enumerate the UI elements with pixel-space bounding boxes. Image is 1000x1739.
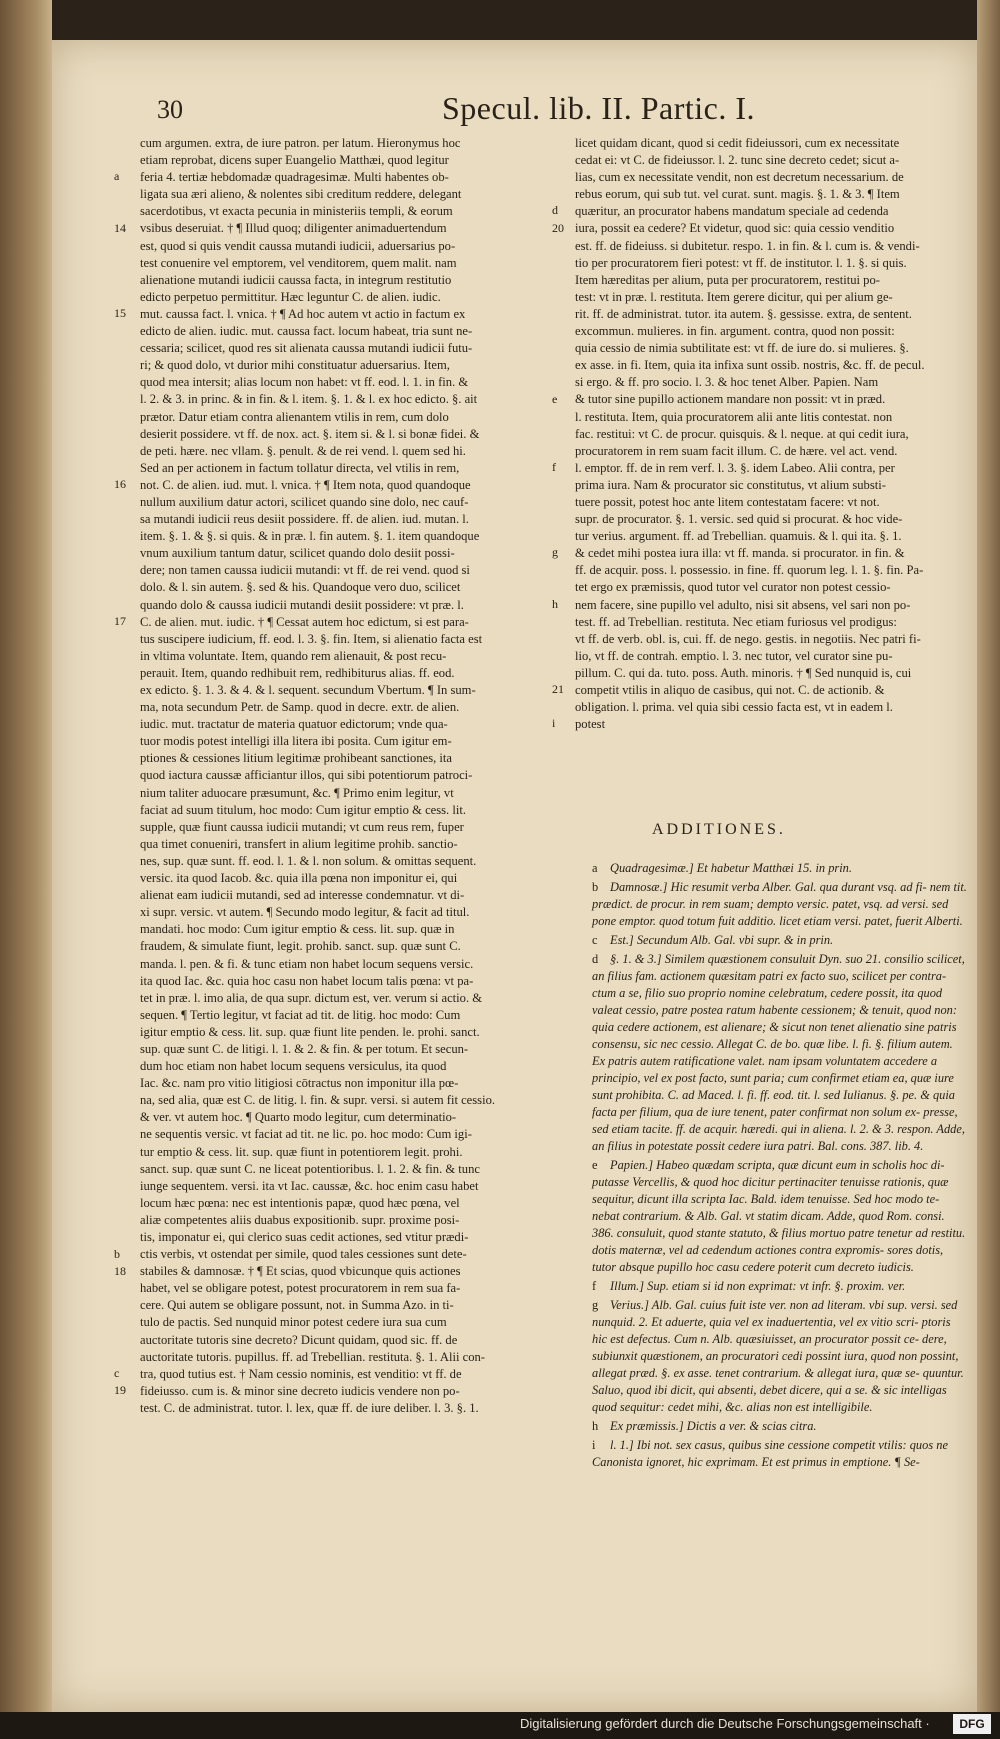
- addition-text: §. 1. & 3.] Similem quæstionem consuluit Dyn. suo 21. consilio scilicet, an filius fam. actionem quæsitam patri ex facto suo, scilicet per contra- ctum a se, filio suo proprio nomine celebratum, cedere possit, ita quod valeat cessio, patre postea ratum habente cessionem; & tenuit, quod non: quia cedere actionem, est alienare; & sicut non tenet alienatio sine patris consensu, sic nec cessio. Allegat C. de bo. quæ libe. l. fi. §. filium autem. Ex patris autem ratificatione valet. nam ipsam voluntatem accedere a principio, vel ex post facto, sunt paria; cum confirmet etiam ea, quæ iure sunt prohibita. C. ad Maced. l. fi. ff. eod. tit. l. sed Iulianus. §. pe. & quia facta per filium, qua de iure tenent, pater confirmat non solum ex- presse, sed etiam tacite. ff. de acquir. hæredi. qui in aliena. l. 2. & 3. respon. Adde, an filius in potestate possit cedere iura patri. Bal. cons. 387. lib. 4.: [592, 952, 965, 1153]
- text-line: nium taliter aduocare præsumunt, &c. ¶ Primo enim legitur, vt: [140, 785, 454, 800]
- text-line: sanct. sup. quæ sunt C. ne liceat potentioribus. l. 1. 2. & fin. & tunc: [140, 1161, 480, 1176]
- addition-text: l. 1.] Ibi not. sex casus, quibus sine cessione competit vtilis: quos ne Canonista ignoret, hic exprimam. Et est primus in emptione. ¶ Se-: [592, 1438, 948, 1469]
- addition-item: [592, 1418, 967, 1435]
- text-line: Iac. &c. nam pro vitio litigiosi cōtractus non imponitur illa pœ-: [140, 1076, 459, 1091]
- footer-text: Digitalisierung gefördert durch die Deutsche Forschungsgemeinschaft ·: [520, 1716, 930, 1731]
- text-line: sa mutandi iudicii reus desiit possidere. ff. de alien. iud. mutan. l.: [140, 512, 469, 527]
- addition-label: g: [592, 1298, 599, 1312]
- text-line: est. ff. de fideiuss. si dubitetur. respo. 1. in fin. & l. cum is. & vendi-: [575, 238, 920, 253]
- text-line: tuor modis potest intelligi illa litera ibi posita. Cum igitur em-: [140, 734, 452, 749]
- margin-note: i: [552, 716, 556, 731]
- text-line: xi supr. versic. vt autem. ¶ Secundo modo legitur, & facit ad titul.: [140, 905, 470, 920]
- text-line: tuere possit, potest hoc ante litem contestatam facere: vt not.: [575, 494, 880, 509]
- text-line: & tutor sine pupillo actionem mandare non possit: vt in præd.: [575, 392, 886, 407]
- addition-text: Est.] Secundum Alb. Gal. vbi supr. & in prin.: [610, 933, 834, 947]
- text-line: l. restituta. Item, quia procuratorem alii ante litis contestat. non: [575, 409, 893, 424]
- text-line: dolo. & l. sin autem. §. sed & his. Quandoque vero duo, scilicet: [140, 580, 461, 595]
- text-line: lias, cum ex necessitate vendit, non est decretum necessarium. de: [575, 170, 904, 185]
- text-line: quia cessio de nimia subtilitate est: vt ff. de iure do. si mulieres. §.: [575, 341, 909, 356]
- text-line: est, quod si quis vendit caussa mutandi iudicii, aduersarius po-: [140, 238, 456, 253]
- addition-text: Verius.] Alb. Gal. cuius fuit iste ver. non ad literam. vbi sup. versi. sed nunquid. 2. Et aduerte, quia vel ex inaduertentia, vel ex vitio scri- ptoris hic est defectus. Cum n. Alb. quæsiuisset, an procurator possit ce- dere, subiunxit quæstionem, an procuratori cedi possint iura, quod non possint, allegat præd. §. ex asse. tenet contrarium. & allegat iura, quæ se- quuntur. Saluo, quod ibi dicit, qui absenti, debet dicere, qui a se. & sic intelligas quod sequitur: cedet mihi, &c. alias non est intelligibile.: [592, 1298, 964, 1414]
- text-line: tra, quod tutius est. † Nam cessio nominis, est venditio: vt ff. de: [140, 1366, 462, 1381]
- addition-item: [592, 951, 967, 1155]
- text-line: alienatione mutandi iudicii caussa facta, in integrum restitutio: [140, 272, 452, 287]
- addition-item: [592, 932, 967, 949]
- text-line: sequen. ¶ Tertio legitur, vt faciat ad tit. de litig. hoc modo: Cum: [140, 1007, 461, 1022]
- text-line: vsibus deseruiat. † ¶ Illud quoq; diligenter animaduertendum: [140, 221, 447, 236]
- text-line: vnum auxilium tantum datur, scilicet quando dolo desiit possi-: [140, 546, 455, 561]
- text-line: l. emptor. ff. de in rem verf. l. 3. §. idem Labeo. Alii contra, per: [575, 460, 895, 475]
- text-line: ex edicto. §. 1. 3. & 4. & l. sequent. secundum Vbertum. ¶ In sum-: [140, 683, 476, 697]
- margin-note: 21: [552, 682, 564, 697]
- text-line: tur verius. argument. ff. ad Trebellian. quamuis. & l. qui ita. §. 1.: [575, 529, 902, 544]
- addition-label: h: [592, 1419, 599, 1433]
- text-line: not. C. de alien. iud. mut. l. vnica. † ¶ Item nota, quod quandoque: [140, 477, 471, 492]
- text-line: excommun. mulieres. in fin. argument. contra, quod non possit:: [575, 324, 895, 339]
- text-line: cere. Qui autem se obligare possunt, not. in Summa Azo. in ti-: [140, 1298, 454, 1313]
- addition-text: Illum.] Sup. etiam si id non exprimat: vt infr. §. proxim. ver.: [610, 1279, 906, 1293]
- margin-note: 19: [114, 1383, 126, 1398]
- addition-item: [592, 879, 967, 930]
- text-line: ptiones & cessiones litium legitimæ prohibeant sanctiones, ita: [140, 751, 452, 766]
- addition-label: f: [592, 1279, 597, 1293]
- margin-note: 16: [114, 477, 126, 491]
- text-line: ita quod Iac. &c. quia hoc casu non habet locum talis pœna: vt pa-: [140, 973, 474, 988]
- text-line: ligata sua æri alieno, & nolentes sibi creditum reddere, delegant: [140, 187, 462, 202]
- text-line: licet quidam dicant, quod si cedit fideiussori, cum ex necessitate: [575, 136, 900, 150]
- addition-label: c: [592, 933, 598, 947]
- text-line: rebus eorum, qui sub tut. vel curat. sunt. magis. §. 1. & 3. ¶ Item: [575, 187, 900, 202]
- text-line: nes, sup. quæ sunt. ff. eod. l. 1. & l. non solum. & omittas sequent.: [140, 853, 477, 868]
- margin-note: 20: [552, 220, 564, 235]
- addition-item: [592, 1297, 967, 1416]
- text-line: ff. de acquir. poss. l. possessio. in fine. ff. quorum leg. l. 1. §. fin. Pa-: [575, 563, 924, 578]
- right-column: [575, 135, 960, 733]
- page-left-edge: [0, 0, 52, 1739]
- text-line: locum hæc pœna: nec est intentionis papæ, quod hæc pœna, vel: [140, 1195, 460, 1210]
- addition-label: a: [592, 861, 598, 875]
- text-line: procuratorem in rem suam facit illum. C. de hære. vel act. vend.: [575, 443, 898, 458]
- text-line: ma, nota secundum Petr. de Samp. quod in decre. extr. de alien.: [140, 700, 460, 715]
- margin-note: h: [552, 596, 558, 611]
- text-line: tus suscipere iudicium, ff. eod. l. 3. §. fin. Item, si alienatio facta est: [140, 631, 483, 646]
- text-line: fraudem, & simulate fiunt, legit. prohib. sanct. sup. quæ sunt C.: [140, 939, 461, 954]
- text-line: quod mea intersit; alias locum non habet: vt ff. eod. l. 1. in fin. &: [140, 375, 469, 390]
- addition-item: [592, 1278, 967, 1295]
- text-line: prætor. Datur etiam contra alienantem vtilis in rem, cum dolo: [140, 409, 449, 424]
- text-line: item. §. 1. & §. si quis. & in præ. l. fin autem. §. 1. item quandoque: [140, 529, 480, 544]
- addition-text: Quadragesimæ.] Et habetur Matthæi 15. in prin.: [610, 861, 852, 875]
- text-line: cedat ei: vt C. de fideiussor. l. 2. tunc sine decreto cedet; sicut a-: [575, 153, 900, 168]
- text-line: na, sed alia, quæ est C. de litig. l. fin. & supr. versi. si autem fit cessio.: [140, 1093, 496, 1108]
- text-line: si ergo. & ff. pro socio. l. 3. & hoc tenet Alber. Papien. Nam: [575, 375, 879, 390]
- text-line: feria 4. tertiæ hebdomadæ quadragesimæ. Multi habentes ob-: [140, 170, 449, 185]
- text-line: ne sequentis versic. vt faciat ad tit. ne lic. po. hoc modo: Cum igi-: [140, 1127, 472, 1142]
- addition-label: b: [592, 880, 599, 894]
- addition-text: Papien.] Habeo quædam scripta, quæ dicunt eum in scholis hoc di- putasse Vercellis, & quod hoc dicitur pertinaciter tenuisse rationis, quæ sequitur, dicunt illa scripta Iac. Bald. idem tenuisse. Sed hoc modo te- nebat contrarium. & Alb. Gal. vt statim dicam. Adde, quod Rom. consi. 386. consuluit, quod stante statuto, & filius mortuo patre tenetur ad restitu. dotis maternæ, vel ad cedendum actiones contra expromis- sores dotis, tutor absque pupillo hoc casu cedere poterit cum decreto iudicis.: [592, 1158, 966, 1274]
- text-line: & ver. vt autem hoc. ¶ Quarto modo legitur, cum determinatio-: [140, 1110, 457, 1125]
- text-line: cum argumen. extra, de iure patron. per latum. Hieronymus hoc: [140, 136, 461, 150]
- margin-note: d: [552, 203, 558, 218]
- margin-note: b: [114, 1246, 120, 1261]
- text-line: tio per procuratorem fieri potest: vt ff. de institutor. l. 1. §. si quis.: [575, 255, 907, 270]
- text-line: mut. caussa fact. l. vnica. † ¶ Ad hoc autem vt actio in factum ex: [140, 306, 466, 321]
- text-line: potest: [575, 717, 606, 732]
- margin-note: f: [552, 459, 556, 474]
- text-line: fac. restitui: vt C. de procur. quisquis. & l. neque. at qui cedit iura,: [575, 426, 909, 441]
- text-line: test: vt in præ. l. restituta. Item gerere dicitur, qui per alium ge-: [575, 289, 893, 304]
- text-line: stabiles & damnosæ. † ¶ Et scias, quod vbicunque quis actiones: [140, 1264, 461, 1279]
- additiones-heading: ADDITIONES.: [652, 821, 786, 838]
- text-line: ctis verbis, vt ostendat per simile, quod tales cessiones sunt dete-: [140, 1247, 467, 1262]
- text-line: Item hæreditas per alium, puta per procuratorem, restitui po-: [575, 272, 880, 287]
- text-line: sacerdotibus, vt exacta pecunia in ministeriis templi, & eorum: [140, 204, 453, 219]
- addition-item: [592, 860, 967, 877]
- text-line: desierit possidere. vt ff. de nox. act. §. item si. & l. si bonæ fidei. &: [140, 426, 480, 441]
- left-column: [140, 135, 550, 1417]
- text-line: dum hoc etiam non habet locum sequens versiculus, ita quod: [140, 1059, 447, 1074]
- text-line: auctoritate tutoris. pupillus. ff. ad Trebellian. restituta. §. 1. Alii con-: [140, 1349, 485, 1364]
- text-line: alienat eam iudicii mutandi, sed ad interesse condemnatur. vt di-: [140, 888, 465, 903]
- text-line: in vltima voluntate. Item, quando rem alienauit, & post recu-: [140, 648, 447, 663]
- page-right-edge: [977, 0, 1000, 1739]
- text-line: test conuenire vel emptorem, vel venditorem, quem malit. nam: [140, 255, 457, 270]
- text-line: nullum auxilium datur actori, scilicet quando sine dolo, nec cauf-: [140, 494, 469, 509]
- addition-item: [592, 1437, 967, 1471]
- text-line: etiam reprobat, dicens super Euangelio Matthæi, quod legitur: [140, 153, 449, 168]
- text-line: tis, imponatur ei, qui clerico suas cedit actiones, sed vtitur prædi-: [140, 1230, 469, 1244]
- addition-label: i: [592, 1438, 596, 1452]
- text-line: obligation. l. prima. vel quia sibi cessio facta est, vt in eadem l.: [575, 700, 893, 715]
- margin-note: 18: [114, 1263, 126, 1278]
- text-line: iunge sequentem. versi. ita vt Iac. caussæ, &c. hoc enim casu habet: [140, 1178, 479, 1193]
- text-line: Sed an per actionem in factum tollatur directa, vel vtilis in rem,: [140, 460, 460, 475]
- margin-note: a: [114, 169, 120, 184]
- text-line: vt ff. de verb. obl. is, cui. ff. de nego. gestis. in negotiis. Nec patri fi-: [575, 631, 921, 646]
- margin-note: 14: [114, 220, 126, 235]
- addition-text: Damnosæ.] Hic resumit verba Alber. Gal. qua durant vsq. ad fi- nem tit. prædict. de procur. in rem suam; dempto versic. patet, vsq. ad versi. sed pone emptor. quod totum fuit additio. licet etiam versi. patet, fuerit Alberti.: [592, 880, 967, 928]
- margin-note: e: [552, 391, 558, 406]
- text-line: cessaria; scilicet, quod res sit alienata caussa mutandi iudicii futu-: [140, 341, 473, 356]
- text-line: l. 2. & 3. in princ. & in fin. & l. item. §. 1. & l. ex hoc edicto. §. ait: [140, 392, 478, 407]
- text-line: auctoritate tutoris sine decreto? Dicunt quidam, quod sic. ff. de: [140, 1332, 458, 1347]
- text-line: faciat ad suum titulum, hoc modo: Cum igitur emptio & cess. lit.: [140, 802, 466, 817]
- text-line: rit. ff. de administrat. tutor. ita autem. §. gessisse. extra, de sentent.: [575, 306, 912, 321]
- text-line: quando dolo & caussa iudicii mutandi desiit possidere: vt præ. l.: [140, 597, 464, 612]
- book-page: [52, 40, 977, 1712]
- text-line: supr. de procurator. §. 1. versic. sed quid si procurat. & hoc vide-: [575, 512, 903, 527]
- text-line: tulo de pactis. Sed nunquid minor potest cedere iura sua cum: [140, 1315, 447, 1330]
- text-line: nem facere, sine pupillo vel adulto, nisi sit absens, vel sari non po-: [575, 597, 911, 612]
- text-line: perauit. Item, quando redhibuit rem, redhibiturus alias. ff. eod.: [140, 665, 455, 680]
- running-title: Specul. lib. II. Partic. I.: [442, 90, 755, 126]
- text-line: quæritur, an procurator habens mandatum speciale ad cedenda: [575, 204, 889, 219]
- text-line: edicto perpetuo permittitur. Hæc leguntur C. de alien. iudic.: [140, 289, 441, 304]
- folio-number: 30: [157, 95, 183, 124]
- text-line: aliæ competentes aliis duabus expositionib. supr. proxime posi-: [140, 1212, 460, 1227]
- dfg-logo: DFG: [953, 1714, 991, 1734]
- text-line: & cedet mihi postea iura illa: vt ff. manda. si procurator. in fin. &: [575, 546, 905, 561]
- text-line: supple, quæ fiunt caussa iudicii mutandi; vt cum reus rem, fuper: [140, 819, 464, 834]
- text-line: versic. ita quod Iacob. &c. quia illa pœna non imponitur ei, qui: [140, 871, 458, 886]
- text-line: dere; non tamen caussa iudicii mutandi: vt ff. de rei vend. quod si: [140, 563, 470, 578]
- addition-text: Ex præmissis.] Dictis a ver. & scias citra.: [610, 1419, 817, 1433]
- text-line: iura, possit ea cedere? Et videtur, quod sic: quia cessio venditio: [575, 221, 895, 236]
- text-line: ri; & quod dolo, vt durior mihi constituatur aduersarius. Item,: [140, 358, 450, 373]
- text-line: tet in præ. l. imo alia, de qua supr. dictum est, ver. verum si actio. &: [140, 990, 483, 1005]
- text-line: tur emptio & cess. lit. sup. quæ fiunt in potentiorem legit. prohi.: [140, 1144, 463, 1159]
- text-line: prima iura. Nam & procurator sic constitutus, vt alium substi-: [575, 477, 886, 492]
- text-line: test. ff. ad Trebellian. restituta. Nec etiam furiosus vel prodigus:: [575, 614, 897, 629]
- text-line: ex asse. in fi. Item, quia ita infixa sunt ossib. nostris, &c. ff. de pecul.: [575, 358, 925, 373]
- text-line: fideiusso. cum is. & minor sine decreto iudicis vendere non po-: [140, 1383, 460, 1398]
- text-line: habet, vel se obligare potest, potest procuratorem in rem sua fa-: [140, 1281, 461, 1296]
- text-line: lio, vt ff. de contrah. emptio. l. 3. nec tutor, vel curator sine pu-: [575, 648, 893, 663]
- addition-label: d: [592, 952, 599, 966]
- text-line: quod iactura caussæ afficiantur illos, qui sibi potentiorum patroci-: [140, 768, 473, 783]
- text-line: qua timet conueniri, transfert in alium legitime prohib. sanctio-: [140, 836, 458, 851]
- text-line: de peti. hære. nec vllam. §. penult. & de rei vend. l. quem sed hi.: [140, 443, 466, 458]
- text-line: mandati. hoc modo: Cum igitur emptio & cess. lit. sup. quæ in: [140, 922, 455, 937]
- text-line: C. de alien. mut. iudic. † ¶ Cessat autem hoc edictum, si est para-: [140, 614, 469, 629]
- text-line: pillum. C. qui da. tuto. poss. Auth. minoris. † ¶ Sed nunquid is, cui: [575, 665, 912, 680]
- text-line: edicto de alien. iudic. mut. caussa fact. locum habeat, tria sunt ne-: [140, 324, 473, 339]
- text-line: test. C. de administrat. tutor. l. lex, quæ ff. de iure deliber. l. 3. §. 1.: [140, 1400, 479, 1415]
- margin-note: c: [114, 1366, 120, 1381]
- text-line: manda. l. pen. & fi. & tunc etiam non habet locum sequens versic.: [140, 956, 474, 971]
- margin-note: 17: [114, 613, 126, 628]
- text-line: igitur emptio & cess. lit. sup. quæ fiunt lite penden. le. prohi. sanct.: [140, 1024, 480, 1039]
- text-line: sup. quæ sunt C. de litigi. l. 1. & 2. & fin. & per totum. Et secun-: [140, 1041, 469, 1056]
- additiones-list: [592, 860, 967, 1473]
- text-line: competit vtilis in aliquo de casibus, qui not. C. de actionib. &: [575, 683, 885, 697]
- text-line: tet ergo ex præmissis, quod tutor vel curator non potest cessio-: [575, 580, 891, 595]
- margin-note: 15: [114, 306, 126, 320]
- text-line: iudic. mut. tractatur de materia quatuor edictorum; vnde qua-: [140, 717, 448, 732]
- margin-note: g: [552, 545, 558, 560]
- addition-label: e: [592, 1158, 598, 1172]
- addition-item: [592, 1157, 967, 1276]
